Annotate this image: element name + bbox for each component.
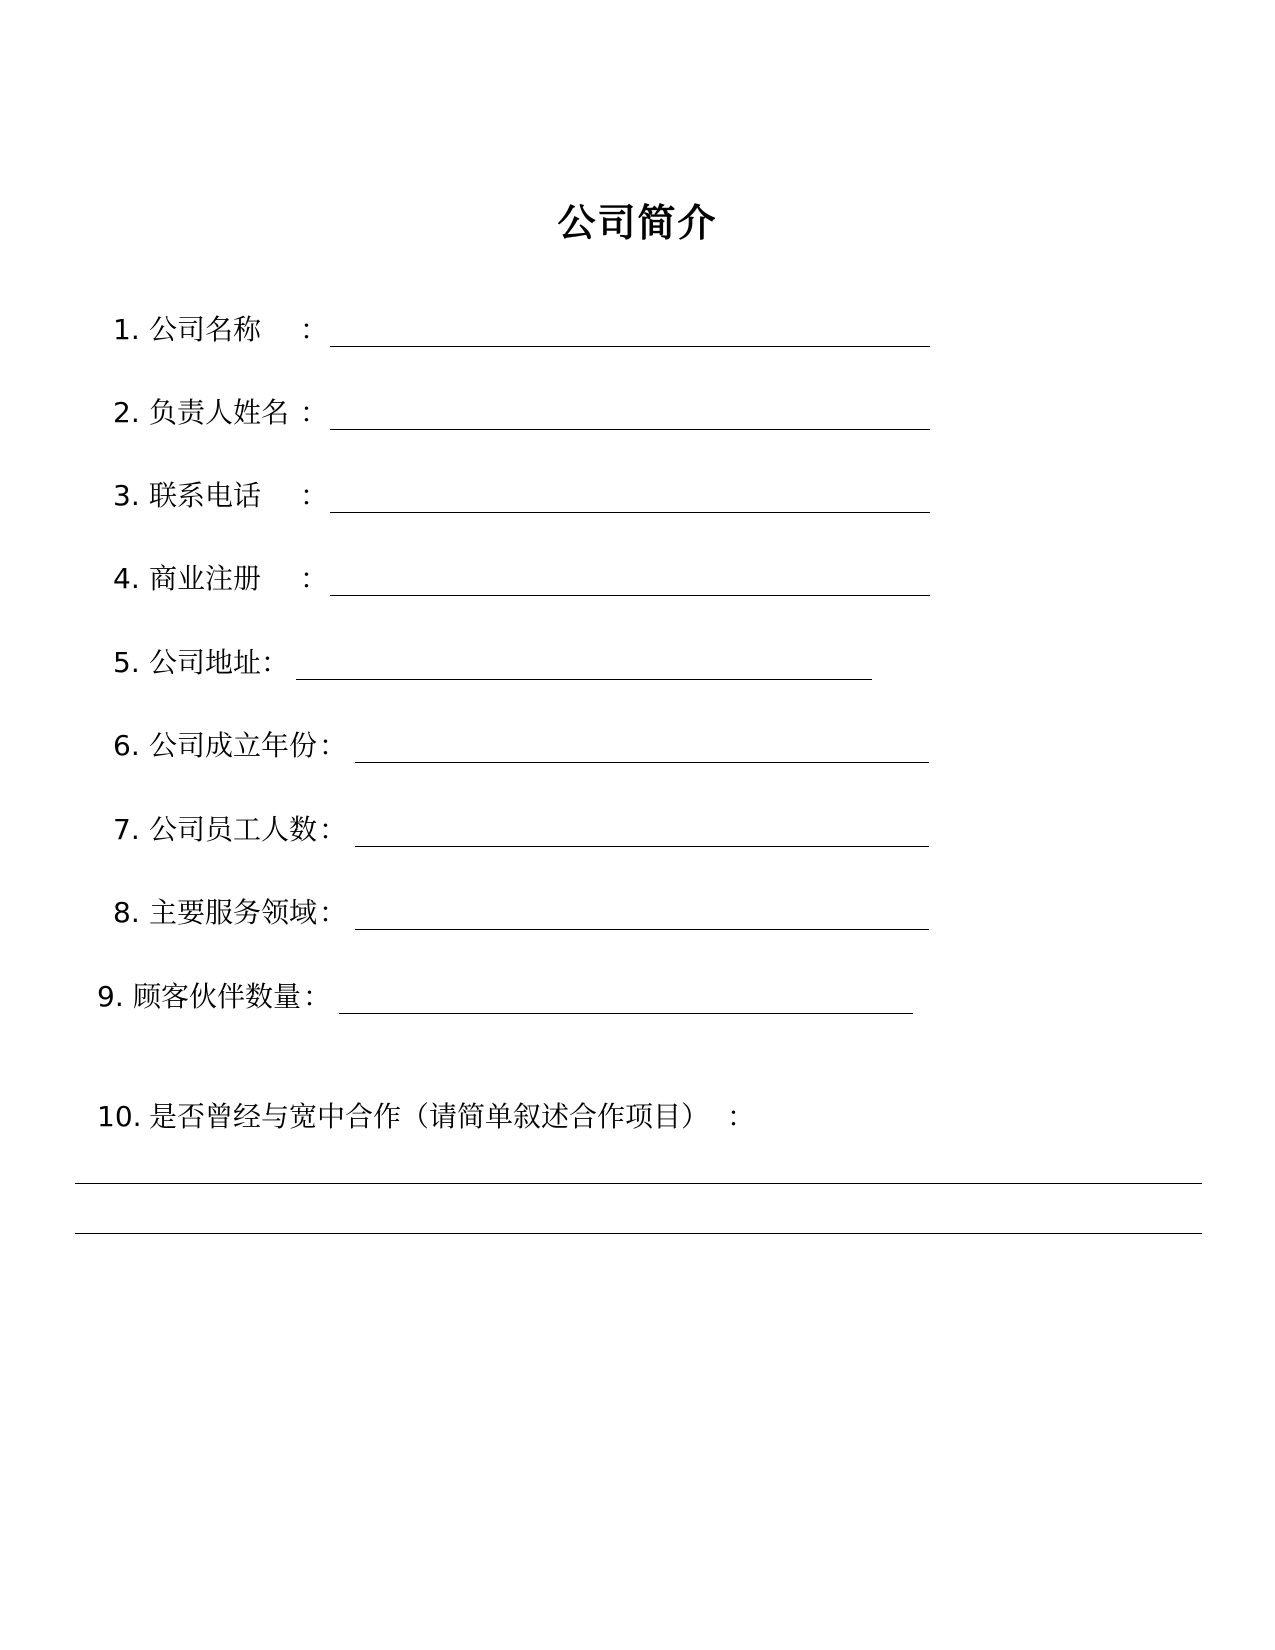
form-row-cooperation-history bbox=[97, 1097, 797, 1137]
item-label: 公司名称 bbox=[149, 313, 262, 346]
main-services-input-line[interactable] bbox=[355, 929, 929, 930]
item-colon: ： bbox=[319, 896, 348, 929]
founding-year-input-line[interactable] bbox=[355, 762, 929, 763]
item-number: 2. bbox=[113, 396, 140, 429]
item-label: 顾客伙伴数量 bbox=[133, 980, 302, 1013]
form-row-person-in-charge bbox=[113, 393, 943, 433]
item-label: 是否曾经与宽中合作（请简单叙述合作项目） bbox=[149, 1100, 710, 1133]
form-row-founding-year bbox=[113, 726, 943, 766]
item-number: 6. bbox=[113, 729, 140, 762]
item-colon: ： bbox=[300, 479, 329, 512]
person-in-charge-input-line[interactable] bbox=[330, 429, 930, 430]
phone-input-line[interactable] bbox=[330, 512, 930, 513]
cooperation-answer-line-2[interactable] bbox=[75, 1233, 1202, 1234]
item-label: 公司成立年份 bbox=[149, 729, 318, 762]
partner-count-input-line[interactable] bbox=[339, 1013, 913, 1014]
item-label: 公司地址 bbox=[149, 646, 262, 679]
form-row-business-registration bbox=[113, 559, 943, 599]
item-number: 5. bbox=[113, 646, 140, 679]
item-colon: ： bbox=[261, 646, 290, 679]
item-colon: ： bbox=[300, 562, 329, 595]
item-number: 10. bbox=[97, 1100, 142, 1133]
company-name-input-line[interactable] bbox=[330, 346, 930, 347]
item-label: 负责人姓名 bbox=[149, 396, 290, 429]
employee-count-input-line[interactable] bbox=[355, 846, 929, 847]
form-row-company-address bbox=[113, 643, 943, 683]
item-colon: ： bbox=[303, 980, 332, 1013]
item-colon: ： bbox=[300, 396, 329, 429]
item-colon: ： bbox=[319, 729, 348, 762]
item-number: 3. bbox=[113, 479, 140, 512]
item-label: 商业注册 bbox=[149, 562, 262, 595]
item-colon: ： bbox=[300, 313, 329, 346]
company-address-input-line[interactable] bbox=[296, 679, 872, 680]
form-row-phone bbox=[113, 476, 943, 516]
form-row-partner-count bbox=[97, 977, 927, 1017]
form-row-company-name bbox=[113, 310, 943, 350]
form-row-main-services bbox=[113, 893, 943, 933]
item-colon: ： bbox=[319, 813, 348, 846]
item-number: 7. bbox=[113, 813, 140, 846]
item-colon: ： bbox=[727, 1100, 756, 1133]
form-row-employee-count bbox=[113, 810, 943, 850]
item-number: 4. bbox=[113, 562, 140, 595]
page-title: 公司简介 bbox=[557, 201, 718, 245]
cooperation-answer-line-1[interactable] bbox=[75, 1183, 1202, 1184]
item-number: 8. bbox=[113, 896, 140, 929]
item-label: 联系电话 bbox=[149, 479, 262, 512]
business-registration-input-line[interactable] bbox=[330, 595, 930, 596]
item-number: 9. bbox=[97, 980, 124, 1013]
item-label: 主要服务领域 bbox=[149, 896, 318, 929]
item-number: 1. bbox=[113, 313, 140, 346]
item-label: 公司员工人数 bbox=[149, 813, 318, 846]
